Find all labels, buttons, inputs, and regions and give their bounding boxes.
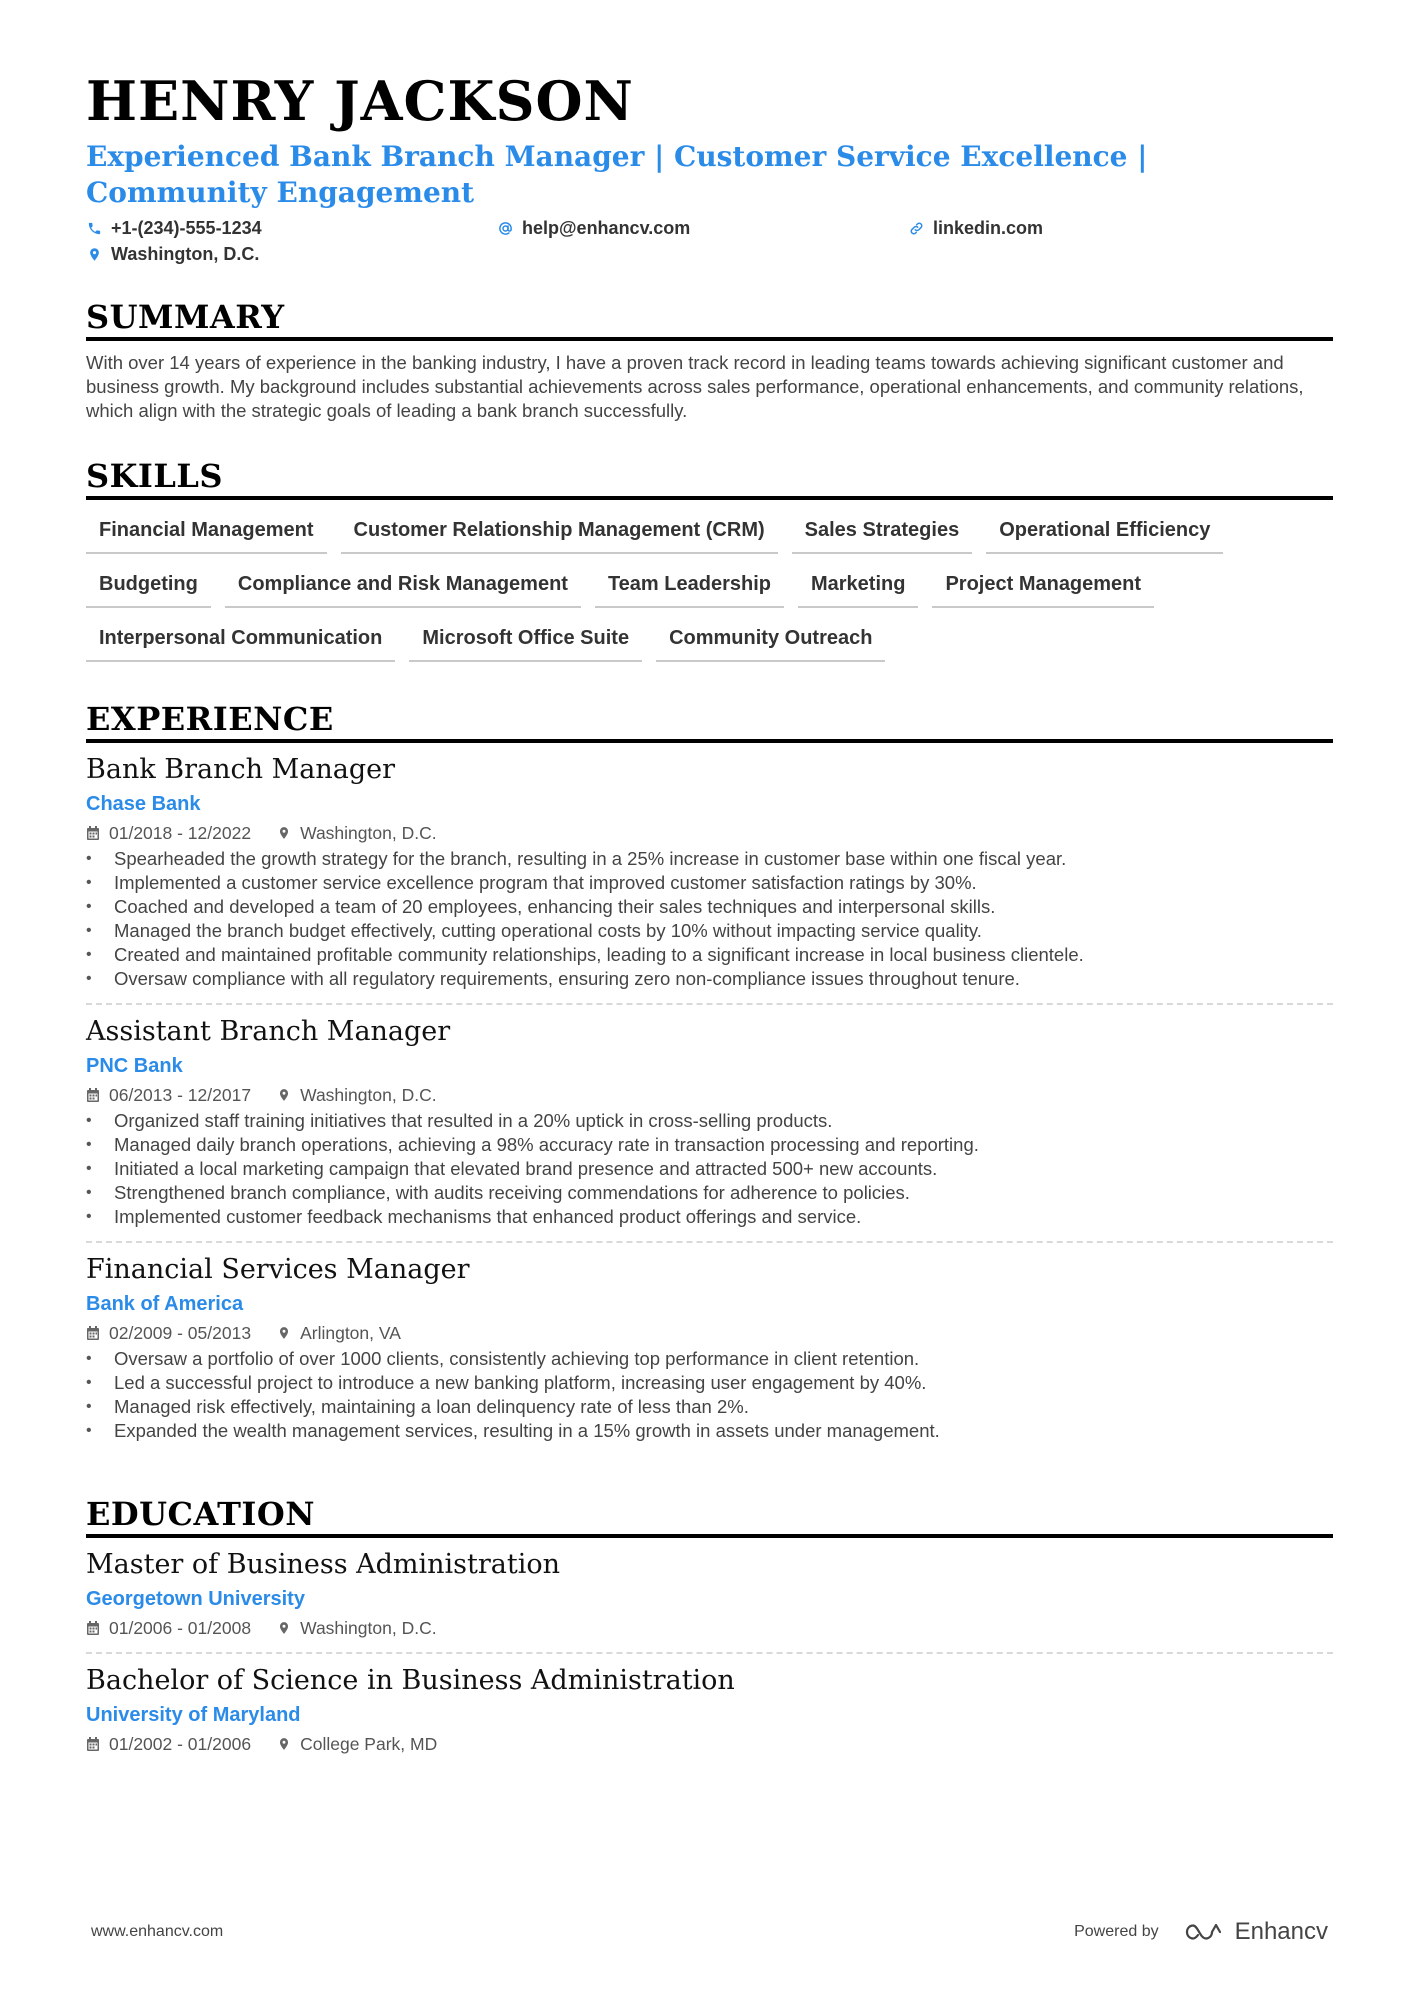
- skill-tag: Financial Management: [86, 514, 327, 554]
- at-icon: [497, 220, 513, 236]
- calendar-icon: [86, 825, 100, 841]
- skill-tag: Customer Relationship Management (CRM): [341, 514, 778, 554]
- location-pin-icon: [277, 1087, 291, 1103]
- bullet-item: • Led a successful project to introduce a new banking platform, increasing user engagement by 40%.: [86, 1371, 1333, 1395]
- education-entry: [86, 1664, 1333, 1768]
- footer-website-link[interactable]: www.enhancv.com: [91, 1923, 224, 1940]
- education-heading: EDUCATION: [86, 1495, 1333, 1538]
- experience-entry: [86, 1015, 1333, 1243]
- job-dates: 01/2018 - 12/2022: [109, 823, 252, 844]
- calendar-icon: [86, 1325, 100, 1341]
- resume-header: [86, 69, 1333, 265]
- summary-section: [86, 298, 1333, 423]
- contact-email[interactable]: [497, 217, 908, 239]
- skill-tag: Operational Efficiency: [986, 514, 1223, 554]
- bullet-item: • Created and maintained profitable community relationships, leading to a significant increase in local business clientele.: [86, 943, 1333, 967]
- powered-by-label: Powered by: [1074, 1923, 1159, 1940]
- contact-location: [86, 243, 497, 265]
- location-text: Washington, D.C.: [111, 243, 260, 264]
- company-name: Chase Bank: [86, 793, 201, 816]
- skill-tag: Compliance and Risk Management: [225, 568, 581, 608]
- job-title: Financial Services Manager: [86, 1254, 470, 1286]
- bullet-item: • Oversaw compliance with all regulatory requirements, ensuring zero non-compliance issues throughout tenure.: [86, 967, 1333, 991]
- education-location: College Park, MD: [300, 1734, 438, 1755]
- skill-tag: Team Leadership: [595, 568, 784, 608]
- company-name: Bank of America: [86, 1293, 244, 1316]
- education-dates: 01/2006 - 01/2008: [109, 1618, 252, 1639]
- contact-phone: [86, 217, 497, 239]
- location-pin-icon: [277, 825, 291, 841]
- bullet-item: • Organized staff training initiatives that resulted in a 20% uptick in cross-selling products.: [86, 1109, 1333, 1133]
- job-location: Arlington, VA: [300, 1323, 401, 1344]
- experience-section: [86, 700, 1333, 1455]
- education-section: [86, 1495, 1333, 1768]
- bullet-item: • Implemented a customer service excellence program that improved customer satisfaction ratings by 30%.: [86, 871, 1333, 895]
- job-dates: 06/2013 - 12/2017: [109, 1085, 252, 1106]
- education-location: Washington, D.C.: [300, 1618, 437, 1639]
- bullet-item: • Managed daily branch operations, achieving a 98% accuracy rate in transaction processing and reporting.: [86, 1133, 1333, 1157]
- skill-tag: Microsoft Office Suite: [409, 622, 642, 662]
- email-link[interactable]: help@enhancv.com: [522, 217, 691, 238]
- job-title: Bank Branch Manager: [86, 754, 395, 786]
- skill-tag: Community Outreach: [656, 622, 885, 662]
- location-pin-icon: [277, 1620, 291, 1636]
- skills-section: [86, 457, 1333, 662]
- school-name: Georgetown University: [86, 1588, 305, 1611]
- degree-title: Bachelor of Science in Business Administration: [86, 1665, 735, 1697]
- education-meta: [86, 1732, 1333, 1756]
- summary-heading: SUMMARY: [86, 298, 1333, 341]
- job-location: Washington, D.C.: [300, 823, 437, 844]
- bullet-item: • Initiated a local marketing campaign that elevated brand presence and attracted 500+ new accounts.: [86, 1157, 1333, 1181]
- job-location: Washington, D.C.: [300, 1085, 437, 1106]
- linkedin-link[interactable]: linkedin.com: [933, 217, 1044, 238]
- job-meta: [86, 1321, 1333, 1345]
- phone-text: +1-(234)-555-1234: [111, 217, 262, 238]
- enhancv-brand-text: Enhancv: [1234, 1918, 1328, 1945]
- candidate-headline: Experienced Bank Branch Manager | Customer Service Excellence | Community Engagement: [86, 140, 1148, 210]
- bullet-item: • Oversaw a portfolio of over 1000 clients, consistently achieving top performance in client retention.: [86, 1347, 1333, 1371]
- job-bullets: [86, 847, 1333, 991]
- bullet-item: • Coached and developed a team of 20 employees, enhancing their sales techniques and interpersonal skills.: [86, 895, 1333, 919]
- page-footer: [91, 1918, 1328, 1946]
- job-bullets: [86, 1109, 1333, 1229]
- contact-list: [86, 217, 1333, 265]
- job-bullets: [86, 1347, 1333, 1443]
- job-meta: [86, 821, 1333, 845]
- enhancv-logo[interactable]: [1183, 1918, 1328, 1946]
- education-meta: [86, 1616, 1333, 1640]
- skills-heading: SKILLS: [86, 457, 1333, 500]
- summary-text: With over 14 years of experience in the banking industry, I have a proven track record in leading teams towards achieving significant customer and business growth. My background includes substantial achievements across sales performance, operational enhancements, and community relations, which align with the strategic goals of leading a bank branch successfully.: [86, 352, 1304, 422]
- company-name: PNC Bank: [86, 1055, 183, 1078]
- bullet-item: • Implemented customer feedback mechanisms that enhanced product offerings and service.: [86, 1205, 1333, 1229]
- footer-branding: [1074, 1918, 1328, 1946]
- location-pin-icon: [277, 1736, 291, 1752]
- skill-tag: Project Management: [932, 568, 1154, 608]
- resume-page: [86, 69, 1333, 1768]
- bullet-item: • Expanded the wealth management services, resulting in a 15% growth in assets under management.: [86, 1419, 1333, 1443]
- bullet-item: • Managed risk effectively, maintaining a loan delinquency rate of less than 2%.: [86, 1395, 1333, 1419]
- experience-entry: [86, 753, 1333, 1005]
- skill-tag: Interpersonal Communication: [86, 622, 395, 662]
- calendar-icon: [86, 1736, 100, 1752]
- bullet-item: • Spearheaded the growth strategy for the branch, resulting in a 25% increase in customer base within one fiscal year.: [86, 847, 1333, 871]
- job-meta: [86, 1083, 1333, 1107]
- enhancv-logo-icon: [1183, 1920, 1227, 1944]
- link-icon: [908, 220, 924, 236]
- experience-entry: [86, 1253, 1333, 1455]
- location-pin-icon: [277, 1325, 291, 1341]
- skill-tag: Marketing: [798, 568, 918, 608]
- bullet-item: • Strengthened branch compliance, with audits receiving commendations for adherence to policies.: [86, 1181, 1333, 1205]
- skill-tag: Sales Strategies: [792, 514, 973, 554]
- location-pin-icon: [86, 246, 102, 262]
- skills-list: [86, 514, 1333, 662]
- job-dates: 02/2009 - 05/2013: [109, 1323, 252, 1344]
- candidate-name: HENRY JACKSON: [86, 69, 634, 133]
- education-dates: 01/2002 - 01/2006: [109, 1734, 252, 1755]
- calendar-icon: [86, 1087, 100, 1103]
- education-entry: [86, 1548, 1333, 1654]
- school-name: University of Maryland: [86, 1704, 301, 1727]
- degree-title: Master of Business Administration: [86, 1549, 561, 1581]
- phone-icon: [86, 220, 102, 236]
- bullet-item: • Managed the branch budget effectively, cutting operational costs by 10% without impacting service quality.: [86, 919, 1333, 943]
- calendar-icon: [86, 1620, 100, 1636]
- experience-heading: EXPERIENCE: [86, 700, 1333, 743]
- contact-linkedin[interactable]: [908, 217, 1319, 239]
- job-title: Assistant Branch Manager: [86, 1016, 451, 1048]
- skill-tag: Budgeting: [86, 568, 211, 608]
